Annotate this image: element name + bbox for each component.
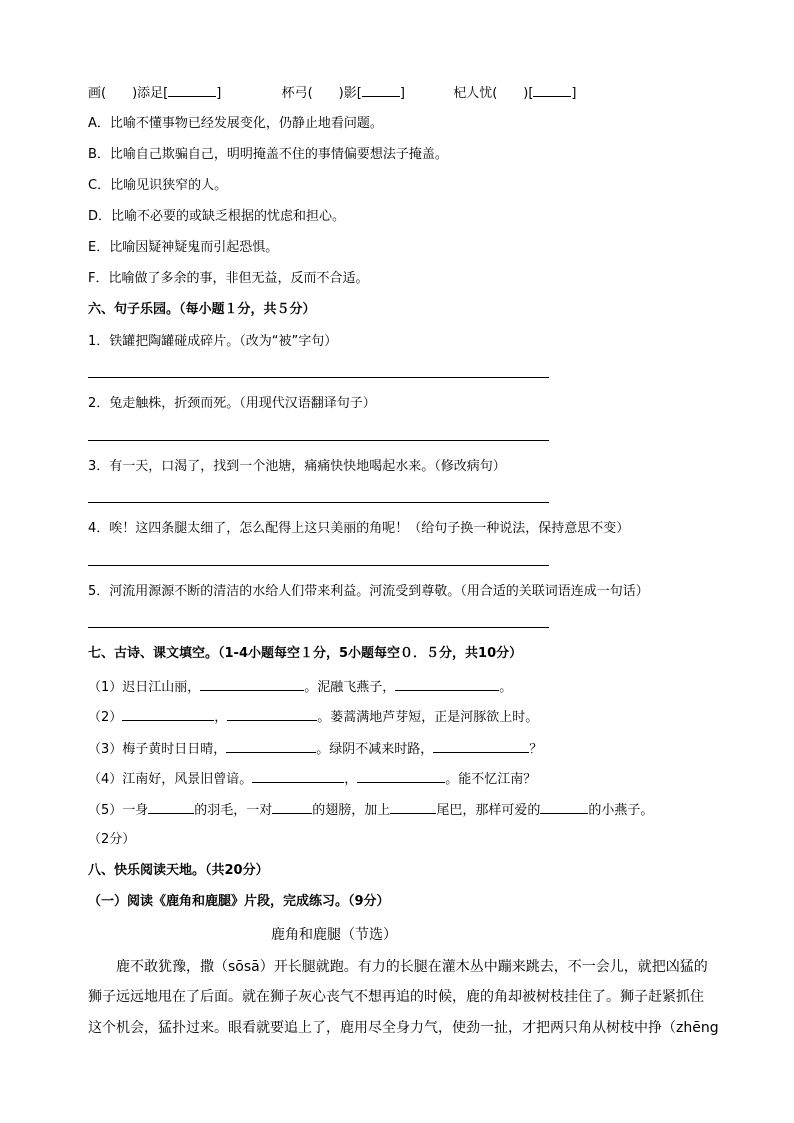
s6-answer-line-4[interactable] [88, 565, 549, 566]
section-7-heading: 七、古诗、课文填空。（1-4小题每空１分，5小题每空０．５分，共10分） [88, 646, 523, 661]
section-8-subheading: （一）阅读《鹿角和鹿腿》片段，完成练习。（9分） [88, 894, 390, 909]
blank-5-4[interactable] [540, 801, 588, 814]
blank-2-2[interactable] [227, 708, 317, 721]
blank-1-1[interactable] [200, 678, 304, 691]
blank-5-3[interactable] [390, 801, 436, 814]
s6-answer-line-5[interactable] [88, 627, 549, 628]
option-a: A．比喻不懂事物已经发展变化，仍静止地看问题。 [88, 116, 383, 131]
idiom-3-answer-box[interactable]: [ ] [528, 86, 577, 101]
passage-line-3: 这个机会，猛扑过来。眼看就要追上了，鹿用尽全身力气，使劲一扯，才把两只角从树枝中挣（zhēng [88, 1020, 719, 1036]
s6-answer-line-3[interactable] [88, 502, 549, 503]
s6-answer-line-1[interactable] [88, 377, 549, 378]
passage-line-1: 鹿不敢犹豫，撒（sōsā）开长腿就跑。有力的长腿在灌木丛中蹦来跳去，不一会儿，就把凶猛的 [116, 959, 708, 975]
s7-line-4: （4）江南好，风景旧曾谙。 ， 。能不忆江南？ [88, 772, 537, 787]
s6-answer-line-2[interactable] [88, 440, 549, 441]
blank-4-1[interactable] [252, 770, 344, 783]
blank-2-1[interactable] [122, 708, 214, 721]
s6-question-2: 2．兔走触株，折颈而死。（用现代汉语翻译句子） [88, 396, 376, 411]
passage-title: 鹿角和鹿腿（节选） [271, 927, 397, 943]
blank-5-1[interactable] [148, 801, 194, 814]
section-8-heading: 八、快乐阅读天地。（共20分） [88, 863, 269, 878]
blank-4-2[interactable] [357, 770, 445, 783]
section-6-heading: 六、句子乐园。（每小题１分，共５分） [88, 302, 316, 317]
option-b: B．比喻自己欺骗自己，明明掩盖不住的事情偏要想法子掩盖。 [88, 147, 448, 162]
blank-3-1[interactable] [226, 740, 316, 753]
s6-question-4: 4．唉！这四条腿太细了，怎么配得上这只美丽的角呢！（给句子换一种说法，保持意思不变） [88, 521, 630, 536]
s7-line-1: （1）迟日江山丽， 。泥融飞燕子， 。 [88, 680, 513, 695]
s7-line-2: （2） ， 。蒌蒿满地芦芽短，正是河豚欲上时。 [88, 710, 539, 725]
idiom-3: 杞人忧( ) [453, 86, 529, 101]
idiom-1-answer-box[interactable]: [ ] [163, 86, 222, 101]
s7-line-5-points: （2分） [88, 832, 136, 847]
blank-1-2[interactable] [395, 678, 499, 691]
s6-question-1: 1．铁罐把陶罐碰成碎片。（改为“被”字句） [88, 334, 338, 349]
idiom-row [88, 84, 577, 102]
option-d: D．比喻不必要的或缺乏根据的忧虑和担心。 [88, 209, 346, 224]
s6-question-3: 3．有一天，口渴了，找到一个池塘，痛痛快快地喝起水来。（修改病句） [88, 459, 506, 474]
option-c: C．比喻见识狭窄的人。 [88, 178, 228, 193]
option-f: F．比喻做了多余的事，非但无益，反而不合适。 [88, 271, 369, 286]
blank-5-2[interactable] [272, 801, 312, 814]
option-e: E．比喻因疑神疑鬼而引起恐惧。 [88, 240, 279, 255]
s6-question-5: 5．河流用源源不断的清洁的水给人们带来利益。河流受到尊敬。（用合适的关联词语连成一句话） [88, 584, 649, 599]
s7-line-3: （3）梅子黄时日日晴， 。绿阴不减来时路， ？ [88, 742, 543, 757]
passage-line-2: 狮子远远地甩在了后面。就在狮子灰心丧气不想再追的时候，鹿的角却被树枝挂住了。狮子赶紧抓住 [88, 989, 704, 1005]
idiom-2-answer-box[interactable]: [ ] [356, 86, 405, 101]
s7-line-5: （5）一身 的羽毛，一对 的翅膀，加上 尾巴，那样可爱的 的小燕子。 [88, 803, 654, 818]
blank-3-2[interactable] [433, 740, 529, 753]
idiom-1: 画( )添足 [88, 86, 164, 101]
idiom-2: 杯弓( )影 [281, 86, 357, 101]
